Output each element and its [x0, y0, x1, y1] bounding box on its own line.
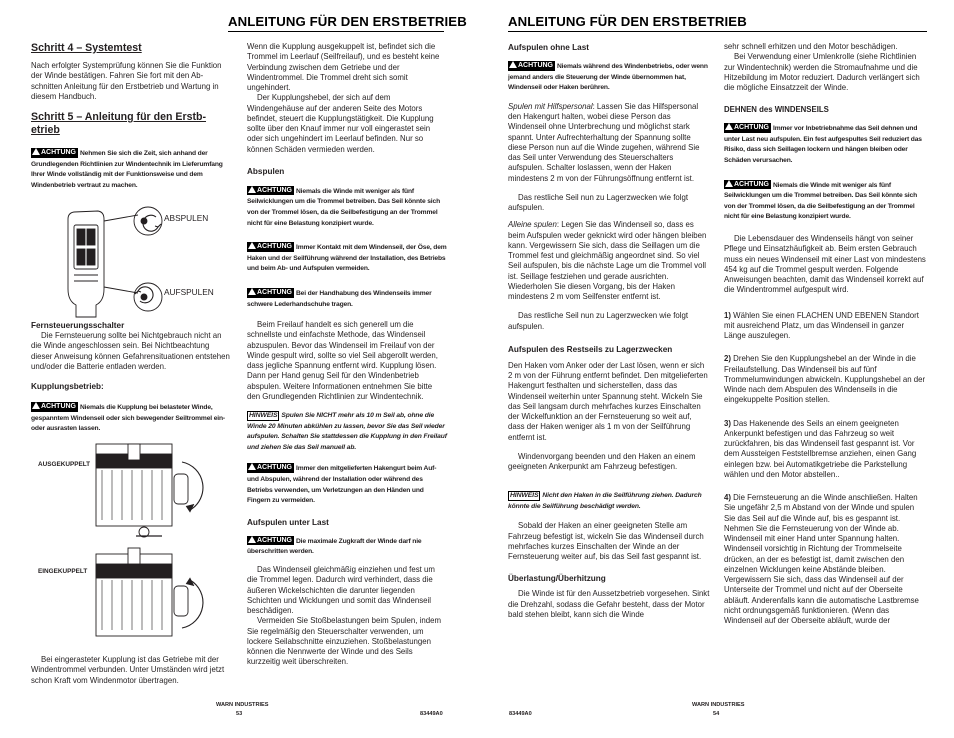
column-1: [31, 42, 232, 191]
warning-badge: ACHTUNG: [247, 186, 294, 196]
warning-triangle-icon: [248, 242, 256, 249]
warning-badge: ACHTUNG: [247, 536, 294, 546]
warning-badge: ACHTUNG: [508, 61, 555, 71]
warning-triangle-icon: [509, 61, 517, 68]
warning-abspulen-1: ACHTUNG Niemals die Winde mit weniger als fünf Seilwicklungen um die Trommel betreiben. Das Seil könnte sich von der Trommel lösen, da die Seilbefestigung an der Trommel nicht für eine Belastung konzipiert wurde.: [247, 186, 441, 227]
aufspulen-last-title: Aufspulen unter Last: [247, 517, 329, 527]
list-item-3: 3) Das Hakenende des Seils an einem geeigneten Ankerpunkt befestigen und das Fahrzeug so weit zurückfahren, bis das Windenseil fast gespannt ist. Vor dem Aussteigen Feststellbremse anziehen, einen Gang einlegen bzw. bei Automatikgetriebe die Parkstellung wählen und den Motor abstellen..: [724, 418, 917, 479]
page-header: ANLEITUNG FÜR DEN ERSTBETRIEB: [508, 14, 747, 29]
clutch-figure: [92, 440, 210, 640]
col2-paragraph-2: Der Kupplungshebel, der sich auf dem Windengehäuse auf der anderen Seite des Motors befindet, steuert die Kupplungstätigkeit. Die Kupplung sollte über den Knauf immer nur voll eingerastet sein oder sich ungehindert im Leerlauf befinden. Nur so können Schäden vermieden werden.: [247, 93, 434, 154]
warning-badge: ACHTUNG: [247, 463, 294, 473]
footer-code: 83449A0: [509, 711, 532, 717]
warning-badge: ACHTUNG: [31, 402, 78, 412]
abspulen-title: Abspulen: [247, 166, 285, 176]
warning-triangle-icon: [248, 463, 256, 470]
warning-triangle-icon: [725, 123, 733, 130]
warning-clutch: ACHTUNG Niemals die Kupplung bei belasteter Winde, gespanntem Windenseil oder sich bewegender Seiltrommel ein- oder ausrasten lassen.: [31, 403, 225, 433]
label-eingekuppelt: EINGEKUPPELT: [38, 568, 88, 575]
column-2: [247, 42, 447, 668]
list-item-2: 2) Drehen Sie den Kupplungshebel an der Winde in die Freilaufstellung. Das Windenseil bis auf fünf Trommelumwindungen abwickeln. Kupplungshebel an der Winde nach dem Abspulen des Windenseils in die eingekuppelte Position stellen.: [724, 354, 926, 405]
warning-abspulen-2: ACHTUNG Immer Kontakt mit dem Windenseil, der Öse, dem Haken und der Seilführung während der Installation, des Betriebs und beim Ab- und Aufspulen vermeiden.: [247, 243, 447, 273]
column-1-lower: [31, 320, 232, 435]
footer-page-number: 54: [713, 711, 720, 717]
col4-paragraph-2: Bei Verwendung einer Umlenkrolle (siehe Richtlinien zur Windentechnik) werden die Stromaufnahme und die Hitzebildung im Motor reduziert. Dadurch verlängert sich die mögliche Einsatzzeit der Winde.: [724, 52, 920, 92]
restseil-paragraph: Den Haken vom Anker oder der Last lösen, wenn er sich 2 m von der Führung entfernt befindet. Den mitgelieferten Hakengurt festhalten und sicherstellen, dass das Windenseil weiterhin unter Spannung steht. Wickeln Sie das Seil langsam durch mehrfaches kurzes Einschalten der Wickelfunktion an der Fernsteuerung so weit auf, dass der Haken weniger als 1 m von der Seilführung entfernt ist.: [508, 360, 708, 442]
col2-paragraph-4: Das Windenseil gleichmäßig einziehen und fest um die Trommel legen. Dadurch wird verhindert, dass die äußeren Wickelschichten die darunter liegenden Schichten und Wicklungen und somit das Windenseil beschädigen.: [247, 565, 435, 616]
ueberlast-paragraph: Die Winde ist für den Aussetzbetrieb vorgesehen. Sinkt die Drehzahl, sodass die Gefahr besteht, dass der Motor bald stehen bleibt, kann sich die Winde: [508, 589, 710, 619]
ohne-last-title: Aufspulen ohne Last: [508, 43, 589, 52]
note-2: HINWEIS Nicht den Haken in die Seilführung ziehen. Dadurch könnte die Seilführung beschädigt werden.: [508, 492, 702, 510]
restseil-title: Aufspulen des Restseils zu Lagerzwecken: [508, 344, 673, 354]
footer-company: WARN INDUSTRIES: [216, 702, 269, 708]
allein-paragraph: Alleine spulen: Legen Sie das Windenseil so, dass es beim Aufspulen weder geknickt wird oder hängen bleiben kann. Vergewissern Sie sich, dass die Seillagen um die Trommel fest und gleichmäßig angeordnet sind. So viel Seil aufspulen, bis die nächste Lage um die Trommel voll ist. Seillage festziehen und gerade ausrichten. Wiederholen Sie diesen Vorgang, bis der Haken mindestens 2 m vom Seilfenster entfernt ist.: [508, 220, 707, 302]
page-header: ANLEITUNG FÜR DEN ERSTBETRIEB: [228, 14, 467, 29]
warning-abspulen-4: ACHTUNG Immer den mitgelieferten Hakengurt beim Auf- und Abspulen, während der Installation oder während des Betriebs verwenden, um Verletzungen an den Händen und Fingern zu vermeiden.: [247, 464, 437, 505]
remote-title: Fernsteuerungsschalter: [31, 321, 125, 330]
col2-paragraph-1: Wenn die Kupplung ausgekuppelt ist, befindet sich die Trommel im Leerlauf (Seilfreilauf), und es besteht keine Verbindung zwischen dem Getriebe und der Windentrommel. Die Trommel dreht sich somit ungehindert.: [247, 42, 440, 92]
dehnen-title: DEHNEN des WINDENSEILS: [724, 105, 829, 115]
column-4: [724, 42, 927, 626]
warning-ohne-last: ACHTUNG Niemals während des Windenbetriebs, oder wenn jemand anders die Steuerung der Winde übernommen hat, Windenseil oder Haken berühren.: [508, 62, 708, 92]
warning-badge: ACHTUNG: [247, 288, 294, 298]
step4-text: Nach erfolgter Systemprüfung können Sie die Funktion der Winde bestätigen. Fahren Sie fort mit den Ab-schnitten Anleitung für den Erstbetrieb und Wartung in diesem Handbuch.: [31, 61, 222, 101]
warning-triangle-icon: [725, 180, 733, 187]
clutch-caption: Bei eingerasteter Kupplung ist das Getriebe mit der Windentrommel verbunden. Unter Umständen wird jetzt schon Kraft vom Windenmotor übertragen.: [31, 655, 225, 685]
warning-badge: ACHTUNG: [724, 180, 771, 190]
clutch-caption-block: [31, 655, 232, 686]
col2-paragraph-5: Vermeiden Sie Stoßbelastungen beim Spulen, indem Sie regelmäßig den Steuerschalter verwenden, um lockere Seilabschnitte einzuziehen. Stoßbelastungen können die Nennwerte der Winde und des Seils kurzzeitig weit überschreiten.: [247, 616, 442, 667]
hilfspersonal-paragraph: Spulen mit Hilfspersonal: Lassen Sie das Hilfspersonal den Hakengurt halten, wobei diese Person das Windenseil ohne Unterbrechung und möglichst stark spannt. Unter Aufrechterhaltung der Spannung sollte diese Person nun auf die Winde zugehen, während Sie das Seil unter Verwendung des Steuerschalters aufspulen. Schalter loslassen, wenn der Haken mindestens 2 m von der Führungsöffnung entfernt ist.: [508, 101, 700, 183]
warning-triangle-icon: [248, 186, 256, 193]
col2-paragraph-3: Beim Freilauf handelt es sich generell um die schnellste und einfachste Methode, das Windenseil abzuspulen. Bevor das Windenseil im Freilauf von der Winde gespult wird, sollte so viel Seil abgerollt werden, dass jegliche Spannung entfernt wird. Kupplung lösen. Dann per Hand genug Seil für den Windenbetrieb abspulen. Weitere Informationen entnehmen Sie bitte den Grundlegenden Richtlinien zur Windentechnik.: [247, 320, 438, 401]
warning-dehnen-1: ACHTUNG Immer vor Inbetriebnahme das Seil dehnen und unter Last neu aufspulen. Ein fest aufgespultes Seil reduziert das Risiko, dass sich Seillagen lockern und hängen bleiben oder Schäden verursachen.: [724, 124, 922, 165]
warning-triangle-icon: [248, 536, 256, 543]
note-1: HINWEIS Spulen Sie NICHT mehr als 10 m Seil ab, ohne die Winde 20 Minuten abkühlen zu lassen, bevor Sie das Seil wieder aufspulen. Schalten Sie stattdessen die Kupplung in den Freilauf und ziehen Sie das Seil manuell ab.: [247, 412, 447, 451]
rest-paragraph-2: Das restliche Seil nun zu Lagerzwecken wie folgt aufspulen.: [508, 311, 689, 331]
footer-company: WARN INDUSTRIES: [692, 702, 745, 708]
warning-badge: ACHTUNG: [247, 242, 294, 252]
footer-page-number: 53: [236, 711, 243, 717]
warning-badge: ACHTUNG: [724, 123, 771, 133]
ueberlast-title: Überlastung/Überhitzung: [508, 574, 606, 584]
label-abspulen: ABSPULEN: [164, 213, 209, 223]
step4-title: Schritt 4 – Systemtest: [31, 42, 142, 54]
rest-paragraph-1: Das restliche Seil nun zu Lagerzwecken wie folgt aufspulen.: [508, 192, 689, 213]
warning-triangle-icon: [32, 402, 40, 409]
header-rule: [228, 31, 444, 32]
warning-triangle-icon: [248, 288, 256, 295]
label-aufspulen: AUFSPULEN: [164, 287, 214, 297]
column-3: [508, 42, 710, 620]
note-badge: HINWEIS: [510, 492, 539, 500]
warning-dehnen-2: ACHTUNG Niemals die Winde mit weniger als fünf Seilwicklungen um die Trommel betreiben. Das Seil könnte sich von der Trommel lösen, da die Seilbefestigung an der Trommel nicht für eine Belastung konzipiert wurde.: [724, 180, 918, 221]
list-item-4: 4) Die Fernsteuerung an die Winde anschließen. Halten Sie ungefähr 2,5 m Abstand von der Winde und spulen Sie das Seil auf die Winde auf, bis es gespannt ist. Nehmen Sie die Fernsteuerung von der Winde ab. Windenseil mit einer Hand unter Spannung halten. Windenseil vorsichtig in Richtung der Trommelseite drücken, an der es befestigt ist, damit zwischen den einzelnen Wicklungen keine Abstände bleiben. Vergewissern Sie sich, dass das Windenseil auf der Unterseite der Trommel und nicht auf der Oberseite abläuft. Anderenfalls kann die automatische Lastbremse nicht ordnungsgemäß funktionieren. (Wenn das Windenseil auf der Oberseite abläuft, wurde der: [724, 493, 919, 625]
warning-badge: ACHTUNG: [31, 148, 78, 158]
clutch-title: Kupplungsbetrieb:: [31, 382, 104, 391]
page-54: [477, 0, 954, 738]
col4-paragraph-1: sehr schnell erhitzen und den Motor beschädigen.: [724, 42, 898, 51]
warning-last: ACHTUNG Die maximale Zugkraft der Winde darf nie überschritten werden.: [247, 536, 422, 556]
step5-title: Schritt 5 – Anleitung für den Erstb-etrieb: [31, 111, 207, 136]
list-item-1: 1) Wählen Sie einen FLACHEN UND EBENEN Standort mit ausreichend Platz, um das Windenseil in ganzer Länge auszulegen.: [724, 310, 919, 340]
warning-abspulen-3: ACHTUNG Bei der Handhabung des Windenseils immer schwere Lederhandschuhe tragen.: [247, 288, 432, 308]
footer-code: 83449A0: [420, 711, 443, 717]
warning-triangle-icon: [32, 148, 40, 155]
col4-paragraph-3: Die Lebensdauer des Windenseils hängt von seiner Pflege und Einsatzhäufigkeit ab. Beim ersten Gebrauch muss ein neues Windenseil mit einer Last von mindestens 454 kg auf die Trommel gespult werden. Folgende Anweisungen beachten, damit das Windenseil korrekt auf die Windentrommel aufgespult wird.: [724, 234, 926, 295]
header-rule: [508, 31, 927, 32]
restseil-paragraph-2: Windenvorgang beenden und den Haken an einem geeigneten Ankerpunkt am Fahrzeug befestigen.: [508, 451, 696, 472]
warning-1: ACHTUNG Nehmen Sie sich die Zeit, sich anhand der Grundlegenden Richtlinien zur Windentechnik im Lieferumfang Ihrer Winde vollständig mit der Funktionsweise und dem Windenbetrieb vertraut zu machen.: [31, 149, 223, 189]
remote-text: Die Fernsteuerung sollte bei Nichtgebrauch nicht an die Winde angeschlossen sein. Bei Nichtbeachtung dieser Anweisung können Gefahrensituationen entstehen und/oder die Batterie entladen werden.: [31, 331, 230, 371]
note-badge: HINWEIS: [249, 412, 278, 420]
restseil-paragraph-3: Sobald der Haken an einer geeigneten Stelle am Fahrzeug befestigt ist, wickeln Sie das Windenseil durch mehrfaches kurzes Einschalten der Winde an der Fernsteuerung weiter auf, bis das Seil fast gespannt ist.: [508, 521, 704, 562]
label-ausgekuppelt: AUSGEKUPPELT: [38, 461, 91, 468]
